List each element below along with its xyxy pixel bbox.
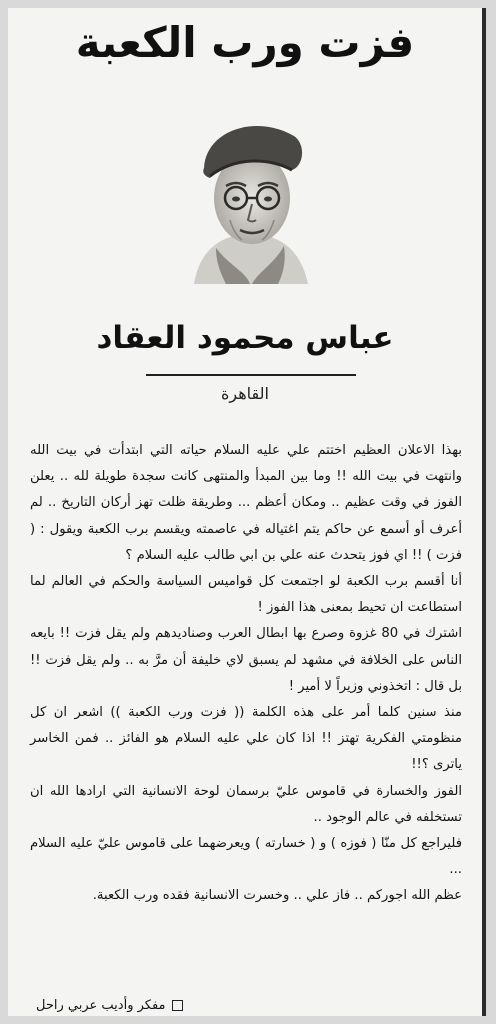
paragraph: أنا أقسم برب الكعبة لو اجتمعت كل قواميس السياسة والحكم في العالم لما استطاعت ان تحيط بمعنى هذا الفوز ! [30, 574, 462, 616]
paragraph: عظم الله اجوركم .. فاز علي .. وخسرت الانسانية فقده ورب الكعبة. [92, 888, 462, 904]
paragraph: منذ سنين كلما أمر على هذه الكلمة (( فزت ورب الكعبة )) اشعر ان كل منظومتي الفكرية تهتز !! اذا كان علي عليه السلام هو الفائز .. فمن الخاسر ياترى ؟!! [30, 705, 462, 773]
paragraph: فليراجع كل منّا ( فوزه ) و ( خسارته ) ويعرضهما على قاموس عليّ عليه السلام ... [30, 836, 462, 878]
author-note [36, 998, 183, 1013]
article-body [30, 438, 462, 910]
paragraph: اشترك في 80 غزوة وصرع بها ابطال العرب وصناديدهم ولم يقل فزت !! بايعه الناس على الخلافة في مشهد لم يسبق لاي خليفة أن مرَّ به .. ولم يقل فزت !! بل قال : اتخذوني وزيراً لا أمير ! [30, 626, 462, 694]
author-note-text: مفكر وأديب عربي راحل [36, 998, 166, 1013]
author-name: عباس محمود العقاد [96, 320, 394, 356]
author-divider [146, 374, 356, 376]
square-bullet-icon [172, 1000, 183, 1011]
article-headline: فزت ورب الكعبة [75, 18, 415, 67]
newspaper-column [8, 8, 486, 1016]
paragraph: بهذا الاعلان العظيم اختتم علي عليه السلام حياته التي ابتدأت في بيت الله وانتهت في بيت الله !! وما بين المبدأ والمنتهى كانت سجدة طويلة لله .. يعلن الفوز في وقت عظيم .. ومكان أعظم ... وطريقة ظلت تهز أركان التاريخ .. لم أعرف أو أسمع عن حاكم يتم اغتياله في عاصمته ويقسم برب الكعبة ويقول : ( فزت ) !! اي فوز يتحدث عنه علي بن ابي طالب عليه السلام ؟ [30, 443, 462, 563]
dateline-city: القاهرة [221, 384, 269, 403]
author-portrait [186, 116, 314, 284]
paragraph: الفوز والخسارة في قاموس عليّ برسمان لوحة الانسانية التي ارادها الله ان تستخلفه في عالم الوجود .. [30, 783, 462, 825]
